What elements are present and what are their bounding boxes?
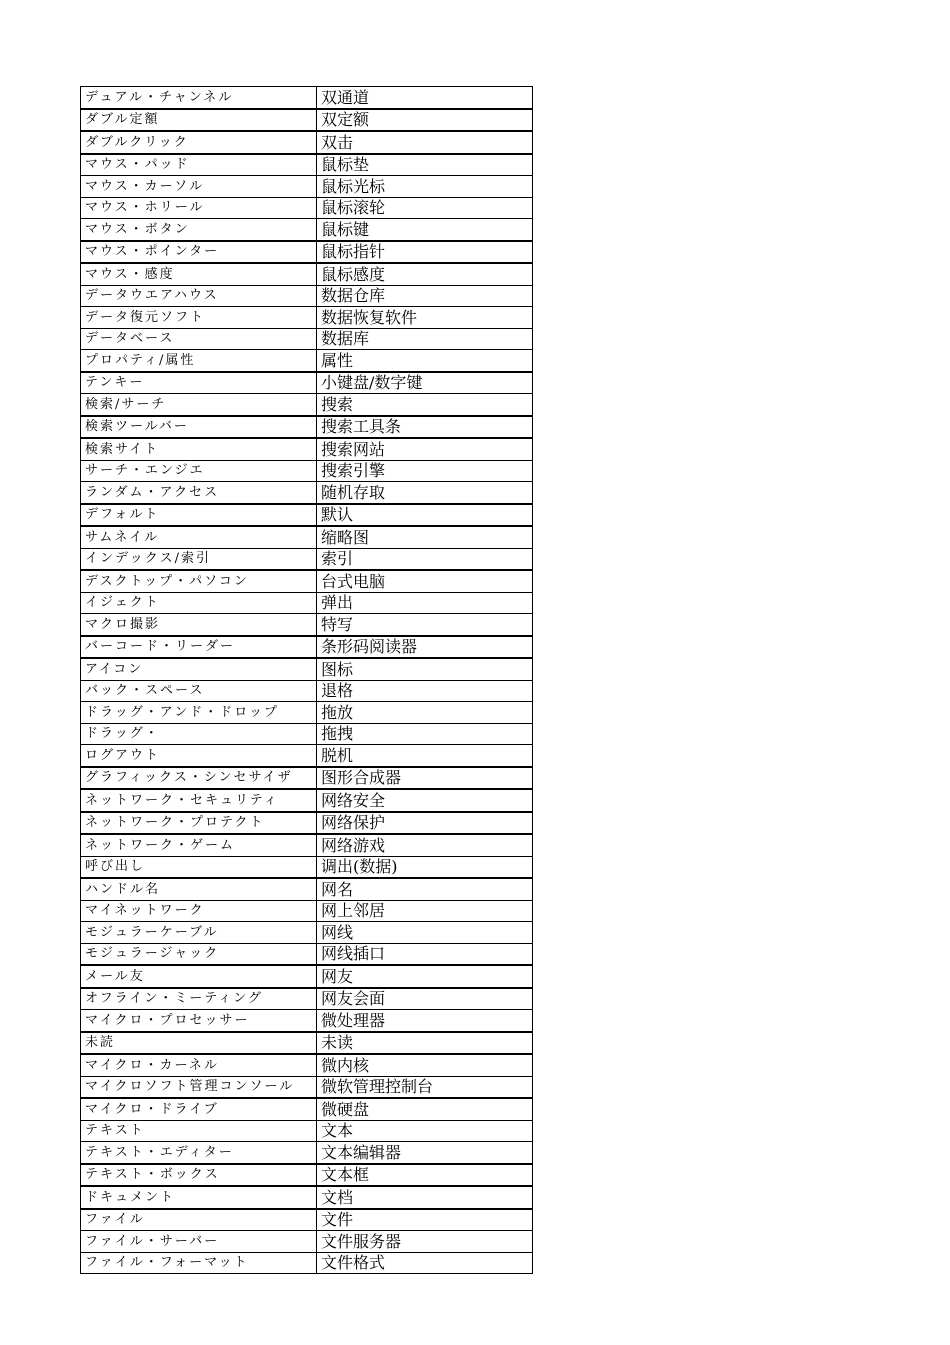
japanese-term-cell[interactable]: テキスト・エディター [81,1142,317,1164]
chinese-term-cell[interactable]: 文本 [317,1120,533,1142]
table-row [81,1076,533,1098]
table-row [81,702,533,724]
japanese-term-cell[interactable]: バーコード・リーダー [81,636,317,659]
table-row [81,680,533,702]
chinese-term-cell[interactable]: 搜索网站 [317,438,533,460]
japanese-term-cell[interactable]: マイクロ・ドライブ [81,1098,317,1120]
chinese-term-cell[interactable]: 数据仓库 [317,285,533,307]
chinese-term-cell[interactable]: 索引 [317,548,533,570]
japanese-term-cell[interactable]: ドラッグ・ [81,723,317,745]
table-row [81,1098,533,1120]
table-row [81,241,533,264]
chinese-term-cell[interactable]: 数据恢复软件 [317,307,533,329]
table-row [81,965,533,988]
japanese-term-cell[interactable]: ランダム・アクセス [81,482,317,504]
japanese-term-cell[interactable]: ネットワーク・セキュリティ [81,789,317,812]
table-row [81,900,533,922]
japanese-term-cell[interactable]: データウエアハウス [81,285,317,307]
japanese-term-cell[interactable]: ネットワーク・ゲーム [81,834,317,856]
chinese-term-cell[interactable]: 网线 [317,922,533,944]
chinese-term-cell[interactable]: 文件服务器 [317,1231,533,1253]
table-row [81,154,533,176]
japanese-term-cell[interactable]: マイクロソフト管理コンソール [81,1076,317,1098]
table-row [81,943,533,965]
japanese-term-cell[interactable]: デュアル・チャンネル [81,87,317,109]
table-row [81,1010,533,1032]
table-row [81,1231,533,1253]
japanese-term-cell[interactable]: 呼び出し [81,856,317,878]
table-row [81,394,533,416]
table-row [81,745,533,767]
table-row [81,767,533,790]
chinese-term-cell[interactable]: 退格 [317,680,533,702]
japanese-term-cell[interactable]: イジェクト [81,592,317,614]
japanese-term-cell[interactable]: マウス・感度 [81,263,317,285]
table-row [81,176,533,198]
chinese-term-cell[interactable]: 随机存取 [317,482,533,504]
table-row [81,614,533,636]
chinese-term-cell[interactable]: 微处理器 [317,1010,533,1032]
table-row [81,1209,533,1231]
chinese-term-cell[interactable]: 网络游戏 [317,834,533,856]
table-row [81,834,533,856]
table-row [81,482,533,504]
japanese-term-cell[interactable]: ネットワーク・プロテクト [81,812,317,835]
japanese-term-cell[interactable]: メール友 [81,965,317,988]
chinese-term-cell[interactable]: 小键盘/数字键 [317,372,533,394]
chinese-term-cell[interactable]: 未读 [317,1032,533,1055]
table-row [81,636,533,659]
chinese-term-cell[interactable]: 条形码阅读器 [317,636,533,659]
table-row [81,592,533,614]
japanese-term-cell[interactable]: ハンドル名 [81,878,317,900]
table-row [81,856,533,878]
japanese-term-cell[interactable]: ドキュメント [81,1186,317,1209]
table-row [81,812,533,835]
table-row [81,131,533,154]
japanese-term-cell[interactable]: ファイル・フォーマット [81,1252,317,1274]
japanese-term-cell[interactable]: マイクロ・カーネル [81,1054,317,1076]
chinese-term-cell[interactable]: 鼠标感度 [317,263,533,285]
table-row [81,219,533,241]
japanese-term-cell[interactable]: マウス・ボタン [81,219,317,241]
table-row [81,350,533,372]
table-row [81,1054,533,1076]
chinese-term-cell[interactable]: 网络安全 [317,789,533,812]
chinese-term-cell[interactable]: 拖拽 [317,723,533,745]
japanese-term-cell[interactable]: デフォルト [81,504,317,527]
japanese-term-cell[interactable]: データベース [81,328,317,350]
chinese-term-cell[interactable]: 图形合成器 [317,767,533,790]
table-row [81,878,533,900]
chinese-term-cell[interactable]: 鼠标垫 [317,154,533,176]
japanese-term-cell[interactable]: サムネイル [81,526,317,548]
table-row [81,1032,533,1055]
table-row [81,109,533,132]
table-row [81,285,533,307]
chinese-term-cell[interactable]: 微内核 [317,1054,533,1076]
japanese-term-cell[interactable]: 検索ツールバー [81,416,317,439]
japanese-term-cell[interactable]: マウス・カーソル [81,176,317,198]
chinese-term-cell[interactable]: 网名 [317,878,533,900]
japanese-term-cell[interactable]: プロパティ/属性 [81,350,317,372]
japanese-term-cell[interactable]: モジュラーケーブル [81,922,317,944]
table-row [81,328,533,350]
chinese-term-cell[interactable]: 缩略图 [317,526,533,548]
table-row [81,460,533,482]
chinese-term-cell[interactable]: 属性 [317,350,533,372]
table-row [81,723,533,745]
chinese-term-cell[interactable]: 微硬盘 [317,1098,533,1120]
table-row [81,372,533,394]
japanese-term-cell[interactable]: グラフィックス・シンセサイザ [81,767,317,790]
japanese-term-cell[interactable]: マイネットワーク [81,900,317,922]
chinese-term-cell[interactable]: 弹出 [317,592,533,614]
japanese-term-cell[interactable]: マウス・パッド [81,154,317,176]
chinese-term-cell[interactable]: 鼠标键 [317,219,533,241]
chinese-term-cell[interactable]: 双击 [317,131,533,154]
chinese-term-cell[interactable]: 双定额 [317,109,533,132]
table-row [81,1252,533,1274]
japanese-term-cell[interactable]: マウス・ポインター [81,241,317,264]
table-row [81,1120,533,1142]
japanese-term-cell[interactable]: マイクロ・プロセッサー [81,1010,317,1032]
table-row [81,526,533,548]
japanese-term-cell[interactable]: バック・スペース [81,680,317,702]
chinese-term-cell[interactable]: 文件 [317,1209,533,1231]
japanese-term-cell[interactable]: ファイル [81,1209,317,1231]
glossary-table [80,86,533,1274]
japanese-term-cell[interactable]: テキスト・ボックス [81,1164,317,1187]
table-row [81,307,533,329]
japanese-term-cell[interactable]: マウス・ホリール [81,197,317,219]
chinese-term-cell[interactable]: 网友会面 [317,988,533,1010]
japanese-term-cell[interactable]: 検索/サーチ [81,394,317,416]
chinese-term-cell[interactable]: 鼠标滚轮 [317,197,533,219]
chinese-term-cell[interactable]: 鼠标光标 [317,176,533,198]
table-row [81,1186,533,1209]
chinese-term-cell[interactable]: 图标 [317,658,533,680]
chinese-term-cell[interactable]: 搜索 [317,394,533,416]
table-row [81,1142,533,1164]
table-row [81,548,533,570]
japanese-term-cell[interactable]: ダブルクリック [81,131,317,154]
table-row [81,504,533,527]
chinese-term-cell[interactable]: 搜索工具条 [317,416,533,439]
japanese-term-cell[interactable]: デスクトップ・パソコン [81,570,317,592]
japanese-term-cell[interactable]: サーチ・エンジエ [81,460,317,482]
chinese-term-cell[interactable]: 调出(数据) [317,856,533,878]
japanese-term-cell[interactable]: ダブル定額 [81,109,317,132]
chinese-term-cell[interactable]: 拖放 [317,702,533,724]
table-row [81,87,533,109]
japanese-term-cell[interactable]: ファイル・サーバー [81,1231,317,1253]
table-row [81,438,533,460]
table-row [81,922,533,944]
japanese-term-cell[interactable]: 検索サイト [81,438,317,460]
japanese-term-cell[interactable]: インデックス/索引 [81,548,317,570]
japanese-term-cell[interactable]: 未読 [81,1032,317,1055]
chinese-term-cell[interactable]: 双通道 [317,87,533,109]
chinese-term-cell[interactable]: 网上邻居 [317,900,533,922]
japanese-term-cell[interactable]: アイコン [81,658,317,680]
chinese-term-cell[interactable]: 网线插口 [317,943,533,965]
japanese-term-cell[interactable]: ドラッグ・アンド・ドロップ [81,702,317,724]
table-row [81,570,533,592]
table-row [81,789,533,812]
glossary-table-body [81,87,533,1274]
japanese-term-cell[interactable]: ログアウト [81,745,317,767]
japanese-term-cell[interactable]: テキスト [81,1120,317,1142]
japanese-term-cell[interactable]: データ復元ソフト [81,307,317,329]
table-row [81,197,533,219]
chinese-term-cell[interactable]: 默认 [317,504,533,527]
chinese-term-cell[interactable]: 网络保护 [317,812,533,835]
chinese-term-cell[interactable]: 台式电脑 [317,570,533,592]
chinese-term-cell[interactable]: 文本框 [317,1164,533,1187]
table-row [81,263,533,285]
chinese-term-cell[interactable]: 鼠标指针 [317,241,533,264]
glossary-sheet [80,86,532,1274]
chinese-term-cell[interactable]: 文件格式 [317,1252,533,1274]
chinese-term-cell[interactable]: 微软管理控制台 [317,1076,533,1098]
table-row [81,416,533,439]
japanese-term-cell[interactable]: モジュラージャック [81,943,317,965]
table-row [81,658,533,680]
table-row [81,988,533,1010]
chinese-term-cell[interactable]: 脱机 [317,745,533,767]
japanese-term-cell[interactable]: テンキー [81,372,317,394]
chinese-term-cell[interactable]: 文档 [317,1186,533,1209]
chinese-term-cell[interactable]: 数据库 [317,328,533,350]
chinese-term-cell[interactable]: 网友 [317,965,533,988]
japanese-term-cell[interactable]: オフライン・ミーティング [81,988,317,1010]
chinese-term-cell[interactable]: 搜索引擎 [317,460,533,482]
chinese-term-cell[interactable]: 文本编辑器 [317,1142,533,1164]
chinese-term-cell[interactable]: 特写 [317,614,533,636]
japanese-term-cell[interactable]: マクロ撮影 [81,614,317,636]
table-row [81,1164,533,1187]
